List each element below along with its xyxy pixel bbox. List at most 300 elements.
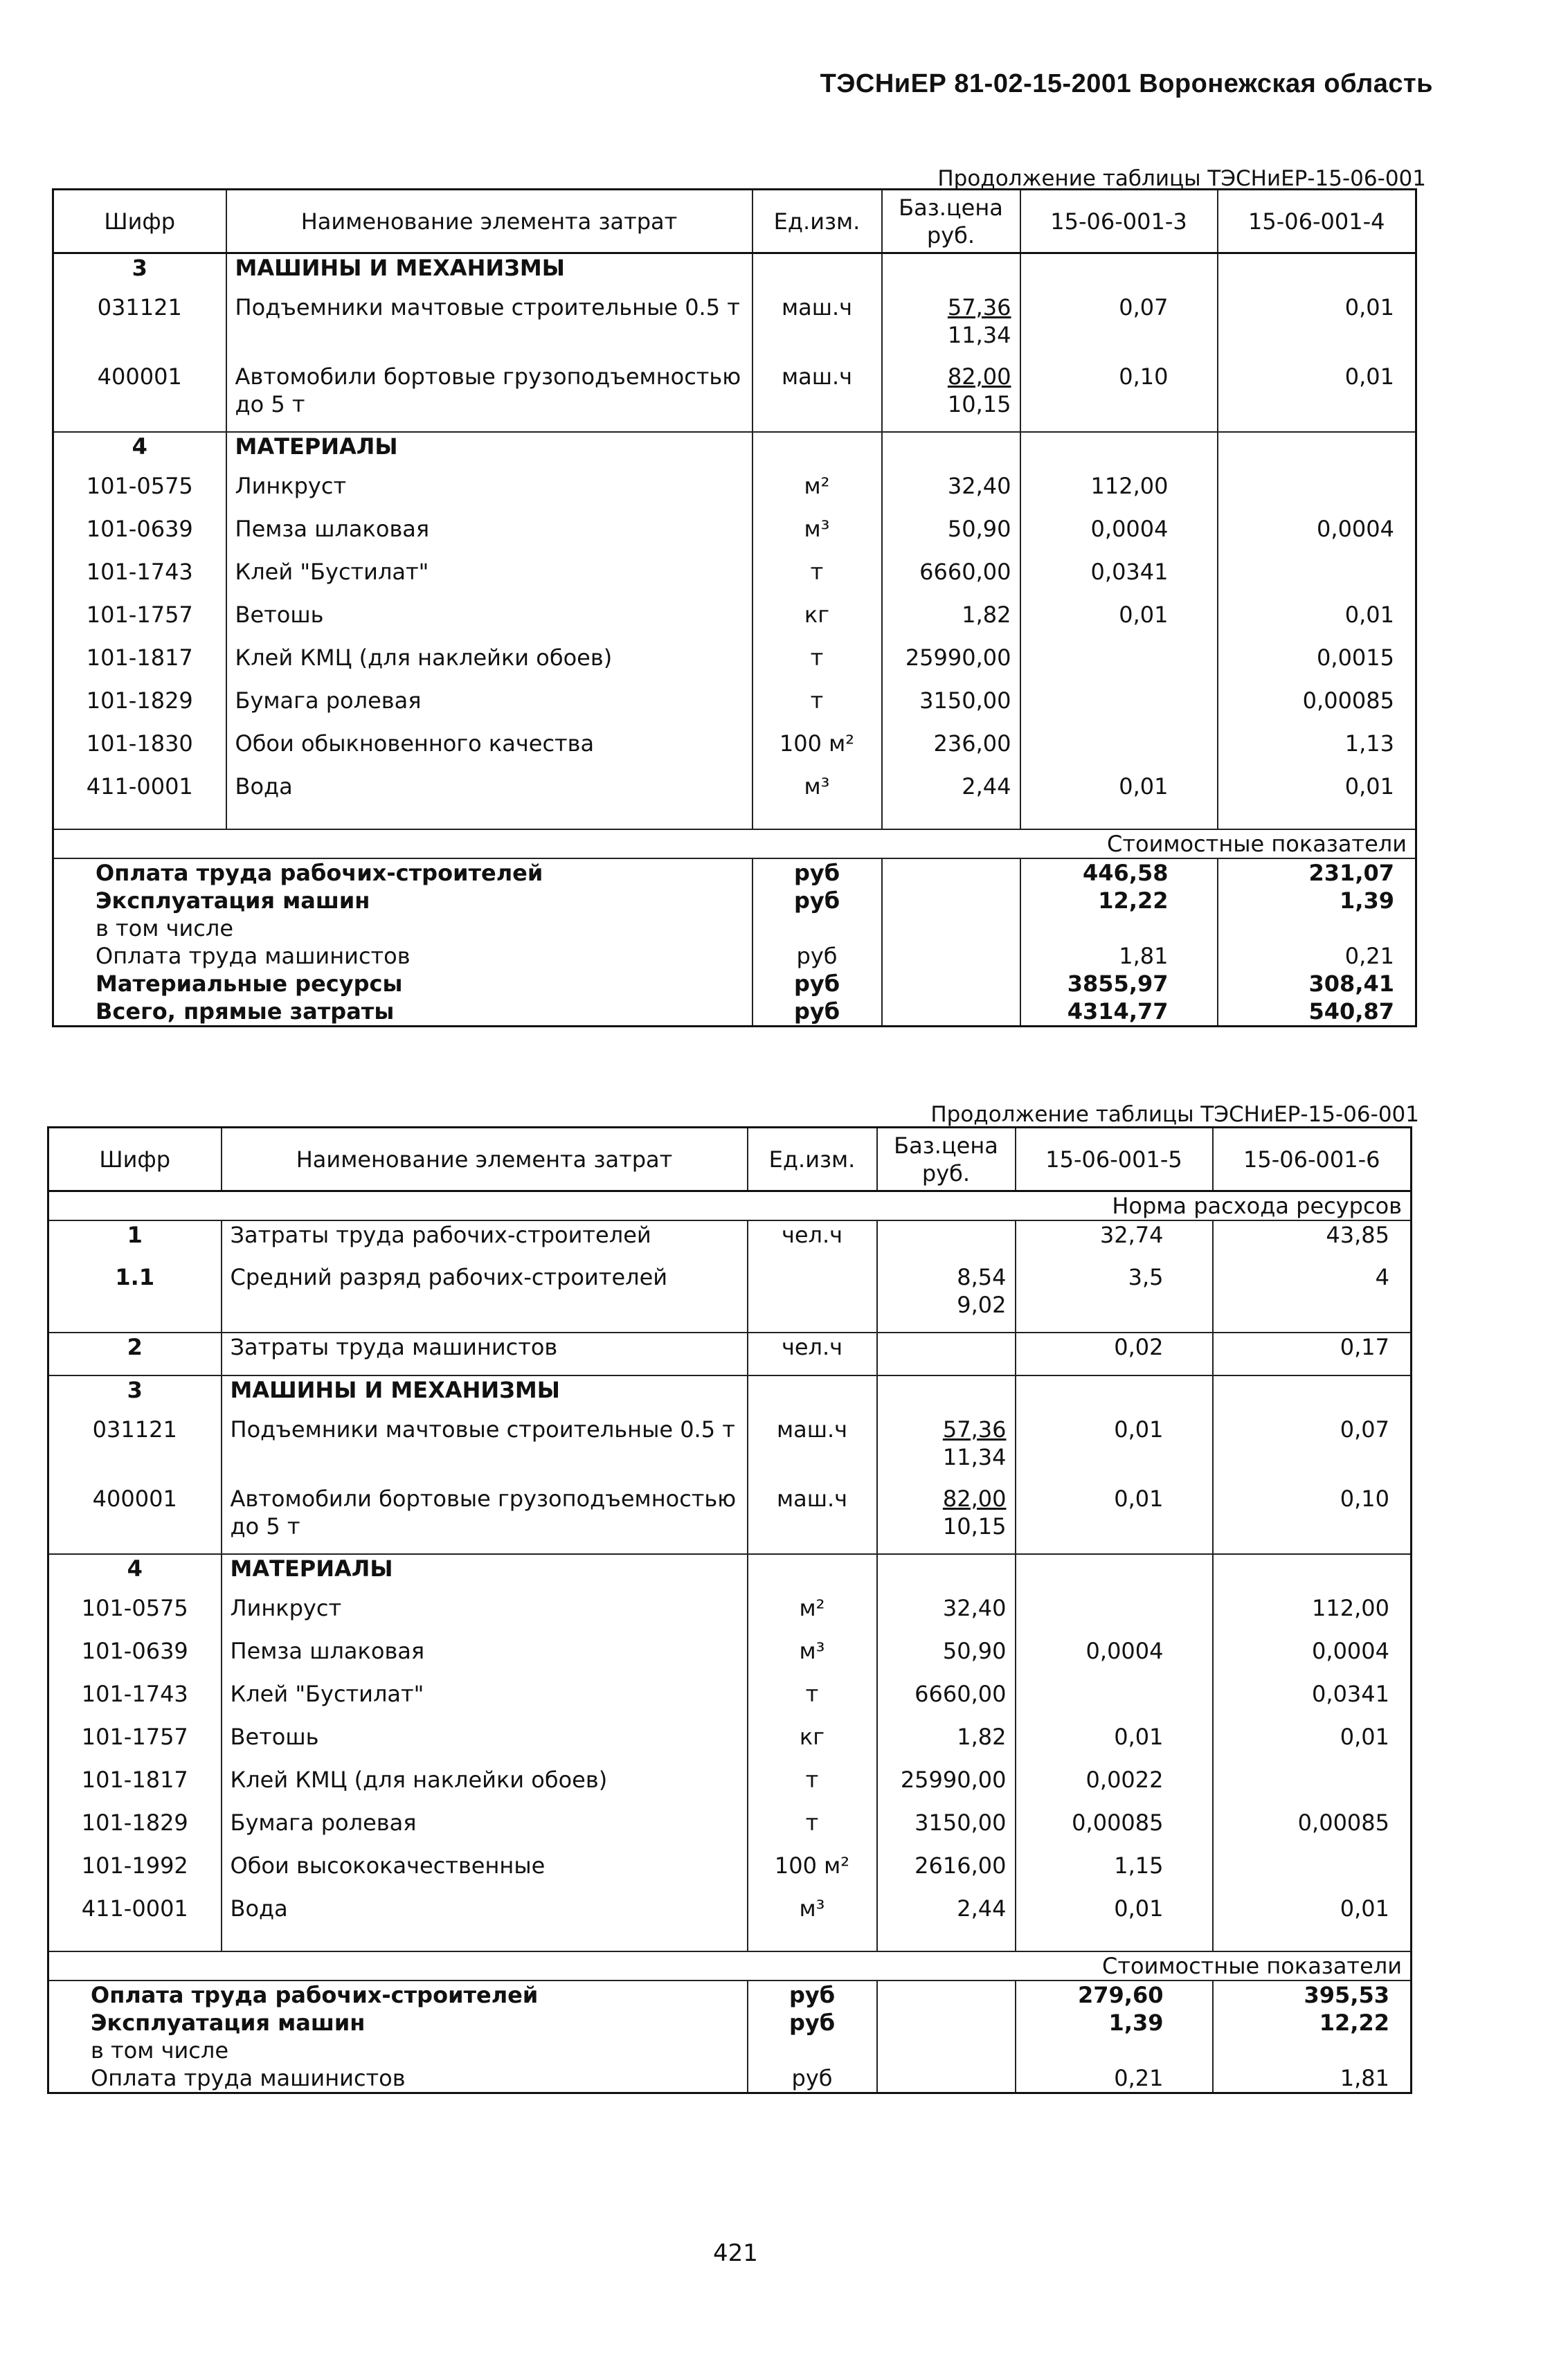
- table-header-row: [48, 1128, 1412, 1191]
- empty-cell: [753, 432, 882, 472]
- row-price-value: 2616,00: [914, 1852, 1007, 1879]
- row-price: [882, 773, 1020, 815]
- row-col-a: [1020, 294, 1218, 363]
- section-code: 3: [48, 1375, 222, 1416]
- empty-cell: [882, 253, 1020, 294]
- row-col-a: [1016, 1637, 1213, 1680]
- row-price-value: 3150,00: [919, 687, 1011, 714]
- row-col-a-value: 0,0004: [1090, 515, 1169, 542]
- row-price: [882, 294, 1020, 363]
- summary-col-b: 231,07: [1308, 859, 1394, 886]
- row-name-text: Вода: [230, 1895, 288, 1922]
- row-col-a: [1016, 1766, 1213, 1809]
- summary-col-b: 12,22: [1319, 2010, 1389, 2036]
- row-price: [882, 644, 1020, 687]
- row-col-a: [1016, 1852, 1213, 1895]
- summary-col-a: 3855,97: [1020, 970, 1218, 998]
- row-price: [882, 687, 1020, 730]
- row-col-b-value: 1,13: [1344, 730, 1394, 757]
- row-price: [877, 1220, 1016, 1263]
- row-price: [882, 363, 1020, 432]
- summary-name: Всего, прямые затраты: [53, 998, 753, 1027]
- empty-cell: [1213, 1375, 1412, 1416]
- row-name: [226, 294, 753, 363]
- row-col-b-value: 0,07: [1340, 1416, 1389, 1443]
- row-price: [877, 1852, 1016, 1895]
- empty-cell: [1020, 432, 1218, 472]
- table-header-row: [53, 190, 1416, 253]
- row-col-b: [1213, 1766, 1412, 1809]
- summary-col-a: 1,81: [1020, 942, 1218, 970]
- row-unit: маш.ч: [748, 1485, 877, 1554]
- section-title: МАШИНЫ И МЕХАНИЗМЫ: [226, 253, 753, 294]
- row-price-current: 8,54: [957, 1264, 1007, 1290]
- row-col-b: [1218, 773, 1416, 815]
- row-col-b: [1213, 1485, 1412, 1554]
- row-price-wage: 9,02: [957, 1292, 1007, 1318]
- row-price: [877, 1680, 1016, 1723]
- row-unit: м²: [753, 472, 882, 515]
- empty-cell: [877, 1980, 1016, 2009]
- row-col-b: [1218, 730, 1416, 773]
- section-header-row: [48, 1554, 1412, 1594]
- empty-cell: [748, 1554, 877, 1594]
- page-number: 421: [713, 2239, 758, 2267]
- row-unit: маш.ч: [753, 294, 882, 363]
- summary-col-b: 1,39: [1340, 887, 1394, 914]
- row-price-value: 32,40: [942, 1595, 1007, 1621]
- row-name-text: Линкруст: [235, 472, 347, 499]
- summary-unit: руб: [748, 2064, 877, 2093]
- row-col-a-value: 32,74: [1099, 1222, 1164, 1248]
- row-col-a: [1016, 1723, 1213, 1766]
- table-row: [53, 515, 1416, 558]
- row-name: [222, 1594, 748, 1637]
- row-price: [882, 515, 1020, 558]
- row-col-a: [1016, 1680, 1213, 1723]
- row-name: [226, 363, 753, 432]
- row-col-b-value: 0,10: [1340, 1486, 1389, 1512]
- row-col-a: [1020, 515, 1218, 558]
- summary-name: Оплата труда машинистов: [53, 942, 753, 970]
- row-name: [222, 1723, 748, 1766]
- section-title: МАТЕРИАЛЫ: [226, 432, 753, 472]
- row-price-value: 1,82: [962, 601, 1011, 628]
- row-col-a: [1020, 601, 1218, 644]
- row-unit: т: [748, 1766, 877, 1809]
- summary-unit: руб: [753, 970, 882, 998]
- row-name-text: Обои высококачественные: [230, 1852, 546, 1879]
- row-col-a-value: 0,0004: [1085, 1638, 1164, 1664]
- summary-col-a: [1020, 914, 1218, 942]
- row-col-a: [1016, 1485, 1213, 1554]
- row-code: 101-1757: [48, 1723, 222, 1766]
- row-col-a-value: 0,01: [1114, 1486, 1164, 1512]
- row-col-b-value: 0,0015: [1317, 644, 1394, 671]
- row-col-b-value: 4: [1375, 1264, 1389, 1290]
- row-name-text: Бумага ролевая: [230, 1810, 417, 1836]
- row-name: [226, 773, 753, 815]
- section-header-row: [48, 1375, 1412, 1416]
- row-price-wage: 10,15: [947, 390, 1011, 417]
- summary-unit: руб: [748, 2009, 877, 2037]
- row-price-value: 32,40: [947, 472, 1011, 499]
- row-name: [222, 1220, 748, 1263]
- summary-row: [53, 998, 1416, 1027]
- row-code: 400001: [48, 1485, 222, 1554]
- spacer-row: [48, 1938, 1412, 1951]
- row-price-current: 82,00: [942, 1486, 1007, 1512]
- empty-cell: [1016, 1554, 1213, 1594]
- row-name-text: Ветошь: [230, 1724, 319, 1750]
- cost-indicators-label-text: Стоимостные показатели: [53, 829, 1416, 858]
- row-price-value: 2,44: [957, 1895, 1007, 1922]
- row-name: [226, 687, 753, 730]
- summary-col-a: 1,39: [1016, 2009, 1213, 2037]
- row-price-value: 1,82: [957, 1724, 1007, 1750]
- section-title: МАТЕРИАЛЫ: [222, 1554, 748, 1594]
- row-code: 101-0639: [53, 515, 226, 558]
- row-name: [222, 1416, 748, 1485]
- row-col-a: [1016, 1220, 1213, 1263]
- row-col-b-value: 0,01: [1340, 1895, 1389, 1922]
- table-row: [53, 558, 1416, 601]
- table-row: [48, 1220, 1412, 1263]
- row-col-a-value: 0,07: [1119, 294, 1169, 321]
- empty-cell: [877, 1554, 1016, 1594]
- row-name: [226, 644, 753, 687]
- row-col-a-value: 0,01: [1114, 1416, 1164, 1443]
- row-col-a-value: 0,02: [1114, 1334, 1164, 1360]
- row-col-b-value: 0,00085: [1302, 687, 1394, 714]
- header-name: Наименование элемента затрат: [226, 190, 753, 253]
- row-unit: маш.ч: [753, 363, 882, 432]
- table-row: [48, 1766, 1412, 1809]
- row-unit: 100 м²: [748, 1852, 877, 1895]
- summary-unit: руб: [753, 942, 882, 970]
- row-price: [877, 1637, 1016, 1680]
- row-name-text: Затраты труда машинистов: [230, 1334, 558, 1360]
- row-code: 031121: [48, 1416, 222, 1485]
- summary-col-b: 0,21: [1344, 942, 1394, 969]
- table-row: [48, 1680, 1412, 1723]
- table-row: [53, 601, 1416, 644]
- row-col-a: [1020, 363, 1218, 432]
- summary-col-a: 12,22: [1020, 887, 1218, 914]
- header-name: Наименование элемента затрат: [222, 1128, 748, 1191]
- row-col-a-value: 1,15: [1114, 1852, 1164, 1879]
- row-col-b-value: 112,00: [1312, 1595, 1389, 1621]
- row-name: [226, 472, 753, 515]
- summary-name: Оплата труда рабочих-строителей: [48, 1980, 748, 2009]
- summary-col-b: 395,53: [1304, 1982, 1389, 2008]
- row-col-b: [1213, 1723, 1412, 1766]
- row-unit: т: [753, 558, 882, 601]
- cost-indicators-label-text: Стоимостные показатели: [48, 1951, 1412, 1980]
- resource-norm-label: [48, 1191, 1412, 1221]
- row-price: [877, 1809, 1016, 1852]
- section-header-row: [53, 253, 1416, 294]
- row-col-a-value: 3,5: [1128, 1264, 1164, 1290]
- row-code: 101-1817: [48, 1766, 222, 1809]
- empty-cell: [882, 887, 1020, 914]
- row-col-b-value: 0,0004: [1312, 1638, 1389, 1664]
- row-col-a-value: 0,01: [1114, 1895, 1164, 1922]
- row-name-text: Средний разряд рабочих-строителей: [230, 1264, 668, 1290]
- summary-col-b: [1218, 914, 1416, 942]
- row-price-current: 57,36: [947, 294, 1011, 321]
- header-unit: Ед.изм.: [753, 190, 882, 253]
- row-col-b-value: 0,01: [1344, 601, 1394, 628]
- summary-col-b: 1,81: [1340, 2065, 1389, 2091]
- summary-col-a: 0,21: [1016, 2064, 1213, 2093]
- cost-indicators-label: [48, 1951, 1412, 1980]
- header-col-a: 15-06-001-3: [1020, 190, 1218, 253]
- row-price-current: 82,00: [947, 363, 1011, 390]
- row-price-wage: 11,34: [942, 1444, 1007, 1470]
- row-name-text: Клей "Бустилат": [235, 558, 429, 585]
- row-col-b: [1218, 472, 1416, 515]
- summary-row: [53, 858, 1416, 887]
- table-row: [53, 644, 1416, 687]
- row-unit: т: [753, 687, 882, 730]
- table-row: [48, 1263, 1412, 1333]
- row-name: [222, 1680, 748, 1723]
- row-col-a-value: 112,00: [1090, 472, 1169, 499]
- row-col-a: [1020, 730, 1218, 773]
- summary-name: Оплата труда машинистов: [48, 2064, 748, 2093]
- row-col-a: [1020, 558, 1218, 601]
- row-col-a: [1020, 644, 1218, 687]
- row-unit: м³: [748, 1895, 877, 1938]
- row-price-current: 57,36: [942, 1416, 1007, 1443]
- row-name-text: Клей КМЦ (для наклейки обоев): [235, 644, 613, 671]
- row-unit: м³: [753, 773, 882, 815]
- row-price: [882, 472, 1020, 515]
- table-row: [53, 730, 1416, 773]
- row-col-a: [1016, 1594, 1213, 1637]
- row-code: 411-0001: [48, 1895, 222, 1938]
- empty-cell: [882, 970, 1020, 998]
- row-col-b-value: 0,0341: [1312, 1681, 1389, 1707]
- summary-row: [48, 2009, 1412, 2037]
- row-name-text: Вода: [235, 773, 293, 800]
- table-row: [48, 1809, 1412, 1852]
- cost-indicators-label: [53, 829, 1416, 858]
- row-name-text: Линкруст: [230, 1595, 342, 1621]
- row-code: 101-1830: [53, 730, 226, 773]
- row-col-b: [1218, 558, 1416, 601]
- row-code: 101-1817: [53, 644, 226, 687]
- empty-cell: [1016, 1938, 1213, 1951]
- row-price: [877, 1333, 1016, 1375]
- empty-cell: [1020, 253, 1218, 294]
- section-header-row: [53, 432, 1416, 472]
- empty-cell: [882, 998, 1020, 1027]
- table-row: [48, 1594, 1412, 1637]
- summary-col-a: 279,60: [1016, 1980, 1213, 2009]
- empty-cell: [1016, 1375, 1213, 1416]
- summary-unit: руб: [753, 998, 882, 1027]
- row-col-b: [1218, 363, 1416, 432]
- summary-col-a: 446,58: [1020, 858, 1218, 887]
- row-code: 1.1: [48, 1263, 222, 1333]
- table-row: [48, 1895, 1412, 1938]
- table-row: [53, 773, 1416, 815]
- row-col-b: [1218, 515, 1416, 558]
- row-name-text: Подъемники мачтовые строительные 0.5 т: [230, 1416, 735, 1443]
- table-row: [53, 363, 1416, 432]
- row-unit: 100 м²: [753, 730, 882, 773]
- summary-row: [53, 970, 1416, 998]
- summary-col-b: 540,87: [1308, 998, 1394, 1025]
- summary-col-a: 4314,77: [1020, 998, 1218, 1027]
- empty-cell: [222, 1938, 748, 1951]
- resource-norm-label-text: Норма расхода ресурсов: [48, 1191, 1412, 1221]
- summary-col-b: [1213, 2037, 1412, 2064]
- header-code: Шифр: [48, 1128, 222, 1191]
- summary-name: Оплата труда рабочих-строителей: [53, 858, 753, 887]
- summary-row: [48, 2037, 1412, 2064]
- row-col-b-value: 0,17: [1340, 1334, 1389, 1360]
- row-col-b: [1213, 1263, 1412, 1333]
- row-name: [222, 1809, 748, 1852]
- section-code: 4: [53, 432, 226, 472]
- row-name: [222, 1263, 748, 1333]
- table-row: [48, 1723, 1412, 1766]
- table1: [52, 188, 1417, 1027]
- row-name: [226, 601, 753, 644]
- row-name-text: Клей КМЦ (для наклейки обоев): [230, 1767, 608, 1793]
- empty-cell: [882, 858, 1020, 887]
- summary-unit: руб: [753, 858, 882, 887]
- empty-cell: [882, 432, 1020, 472]
- table2: [47, 1126, 1412, 2094]
- table-row: [48, 1852, 1412, 1895]
- summary-name: в том числе: [48, 2037, 748, 2064]
- row-name: [226, 515, 753, 558]
- table-row: [53, 687, 1416, 730]
- row-price: [877, 1485, 1016, 1554]
- row-col-b: [1213, 1680, 1412, 1723]
- row-name-text: Клей "Бустилат": [230, 1681, 424, 1707]
- header-col-b: 15-06-001-6: [1213, 1128, 1412, 1191]
- row-price: [877, 1895, 1016, 1938]
- section-title: МАШИНЫ И МЕХАНИЗМЫ: [222, 1375, 748, 1416]
- row-col-b-value: 0,00085: [1297, 1810, 1389, 1836]
- summary-unit: [753, 914, 882, 942]
- row-col-b: [1213, 1895, 1412, 1938]
- empty-cell: [226, 815, 753, 829]
- header-price: Баз.цена руб.: [877, 1128, 1016, 1191]
- row-col-a: [1016, 1333, 1213, 1375]
- row-col-b: [1218, 601, 1416, 644]
- row-price: [877, 1594, 1016, 1637]
- row-name: [226, 558, 753, 601]
- row-name-text: Автомобили бортовые грузоподъемностью: [235, 363, 741, 390]
- row-price-value: 6660,00: [914, 1681, 1007, 1707]
- row-col-b: [1218, 644, 1416, 687]
- row-name: [222, 1333, 748, 1375]
- row-col-b: [1213, 1594, 1412, 1637]
- row-unit: [748, 1263, 877, 1333]
- row-name-text: Затраты труда рабочих-строителей: [230, 1222, 651, 1248]
- row-col-b-value: 43,85: [1326, 1222, 1389, 1248]
- row-price: [882, 601, 1020, 644]
- row-name-text: Бумага ролевая: [235, 687, 422, 714]
- summary-row: [48, 1980, 1412, 2009]
- empty-cell: [1218, 253, 1416, 294]
- empty-cell: [753, 253, 882, 294]
- row-code: 411-0001: [53, 773, 226, 815]
- row-code: 031121: [53, 294, 226, 363]
- empty-cell: [882, 914, 1020, 942]
- empty-cell: [53, 815, 226, 829]
- summary-unit: [748, 2037, 877, 2064]
- row-name: [226, 730, 753, 773]
- empty-cell: [877, 2037, 1016, 2064]
- document-title: ТЭСНиЕР 81-02-15-2001 Воронежская область: [820, 69, 1433, 98]
- row-col-a: [1016, 1263, 1213, 1333]
- row-col-a-value: 0,0022: [1085, 1767, 1164, 1793]
- summary-row: [48, 2064, 1412, 2093]
- summary-name: в том числе: [53, 914, 753, 942]
- table-row: [53, 294, 1416, 363]
- row-code: 101-0639: [48, 1637, 222, 1680]
- empty-cell: [748, 1375, 877, 1416]
- row-unit: чел.ч: [748, 1220, 877, 1263]
- row-code: 400001: [53, 363, 226, 432]
- summary-unit: руб: [753, 887, 882, 914]
- summary-col-a: [1016, 2037, 1213, 2064]
- row-code: 101-1743: [53, 558, 226, 601]
- section-code: 4: [48, 1554, 222, 1594]
- row-code: 101-1829: [48, 1809, 222, 1852]
- empty-cell: [1213, 1554, 1412, 1594]
- row-price-wage: 11,34: [947, 321, 1011, 348]
- row-price: [882, 558, 1020, 601]
- row-col-a-value: 0,10: [1119, 363, 1169, 390]
- row-code: 101-1992: [48, 1852, 222, 1895]
- table-row: [48, 1416, 1412, 1485]
- row-col-b: [1218, 294, 1416, 363]
- row-unit: кг: [748, 1723, 877, 1766]
- table-row: [48, 1637, 1412, 1680]
- empty-cell: [877, 2064, 1016, 2093]
- row-price-value: 3150,00: [914, 1810, 1007, 1836]
- row-name: [222, 1852, 748, 1895]
- empty-cell: [1218, 815, 1416, 829]
- empty-cell: [48, 1938, 222, 1951]
- table-row: [48, 1485, 1412, 1554]
- row-col-a: [1020, 687, 1218, 730]
- row-name-text: Ветошь: [235, 601, 324, 628]
- row-col-b-value: 0,01: [1340, 1724, 1389, 1750]
- header-code: Шифр: [53, 190, 226, 253]
- row-price-value: 236,00: [933, 730, 1011, 757]
- row-unit: т: [753, 644, 882, 687]
- row-code: 2: [48, 1333, 222, 1375]
- row-col-b-value: 0,01: [1344, 294, 1394, 321]
- summary-row: [53, 942, 1416, 970]
- row-col-a: [1020, 773, 1218, 815]
- row-code: 101-1829: [53, 687, 226, 730]
- row-price: [877, 1766, 1016, 1809]
- row-price-value: 50,90: [942, 1638, 1007, 1664]
- row-unit: м³: [753, 515, 882, 558]
- row-col-a-value: 0,0341: [1090, 558, 1169, 585]
- row-col-a: [1016, 1809, 1213, 1852]
